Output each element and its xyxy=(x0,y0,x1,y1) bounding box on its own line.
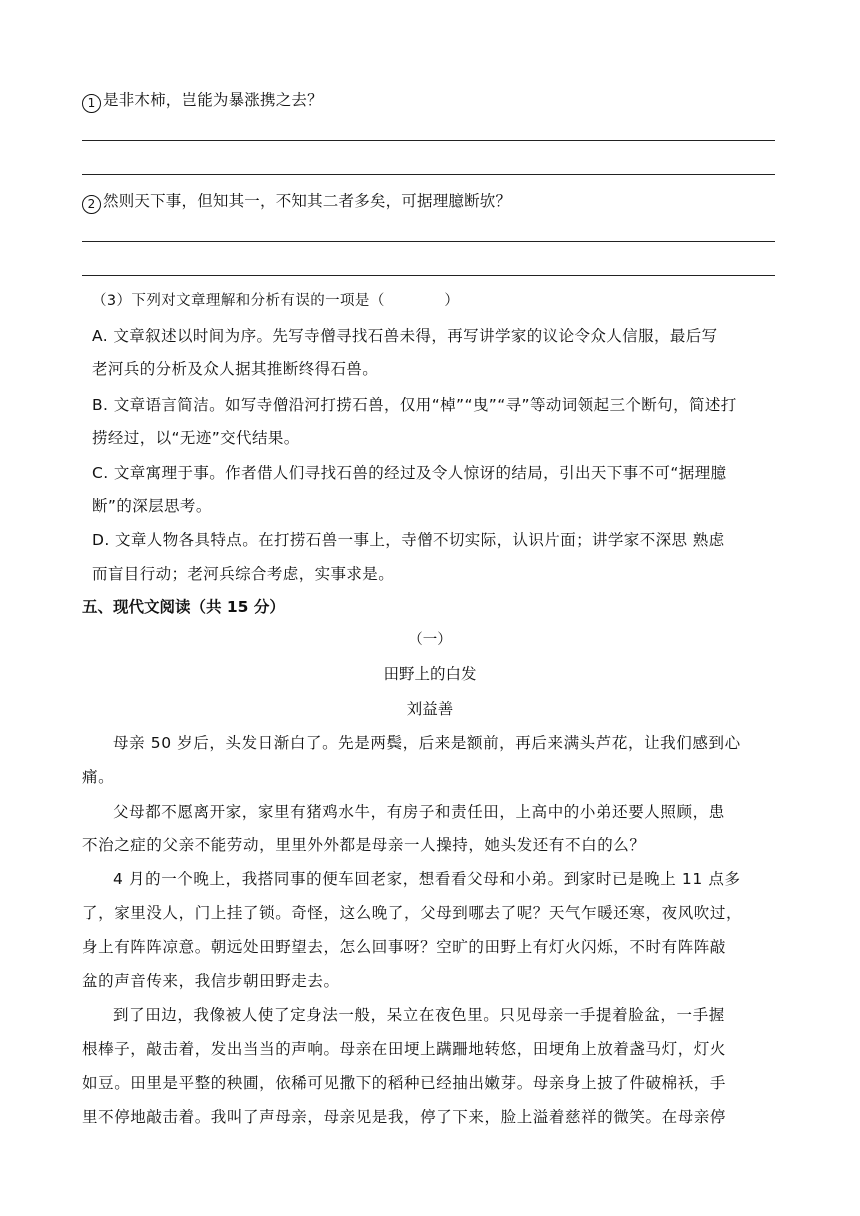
answer-line xyxy=(82,174,775,175)
paragraph-line: 4 月的一个晚上，我搭同事的便车回老家，想看看父母和小弟。到家时已是晚上 11 点多 xyxy=(113,870,741,888)
q3-option-line: D. 文章人物各具特点。在打捞石兽一事上，寺僧不切实际，认识片面；讲学家不深思 熟虑 xyxy=(92,531,725,549)
q2-item-1 xyxy=(82,90,323,113)
q3-option-line: 断”的深层思考。 xyxy=(92,497,212,515)
paragraph-line: 痛。 xyxy=(82,768,115,786)
paragraph-line: 不治之症的父亲不能劳动，里里外外都是母亲一人操持，她头发还有不白的么？ xyxy=(82,836,646,854)
q2-item-text: 是非木柿，岂能为暴涨携之去？ xyxy=(103,91,323,109)
article-author: 刘益善 xyxy=(406,700,454,718)
paragraph-line: 如豆。田里是平整的秧圃，依稀可见撒下的稻种已经抽出嫩芽。母亲身上披了件破棉袄，手 xyxy=(82,1074,727,1092)
paragraph-line: 盆的声音传来，我信步朝田野走去。 xyxy=(82,972,340,990)
q3-option-line: C. 文章寓理于事。作者借人们寻找石兽的经过及令人惊讶的结局，引出天下事不可“据理臆 xyxy=(92,464,727,482)
q2-item-text: 然则天下事，但知其一，不知其二者多矣，可据理臆断欤？ xyxy=(103,192,512,210)
section-heading: 五、现代文阅读（共 15 分） xyxy=(82,598,285,616)
circled-number: 1 xyxy=(82,94,101,113)
q3-option-line: 而盲目行动；老河兵综合考虑，实事求是。 xyxy=(92,565,395,583)
paragraph-line: 母亲 50 岁后，头发日渐白了。先是两鬓，后来是额前，再后来满头芦花，让我们感到心 xyxy=(113,734,741,752)
q3-option-line: B. 文章语言简洁。如写寺僧沿河打捞石兽，仅用“棹”“曳”“寻”等动词领起三个断句，简述打 xyxy=(92,396,737,414)
paragraph-line: 根棒子，敲击着，发出当当的声响。母亲在田埂上蹒跚地转悠，田埂角上放着盏马灯，灯火 xyxy=(82,1040,727,1058)
q2-item-2 xyxy=(82,191,511,214)
article-title: 田野上的白发 xyxy=(383,665,477,683)
answer-line xyxy=(82,140,775,141)
q3-stem: （3）下列对文章理解和分析有误的一项是（ ） xyxy=(92,293,460,309)
paragraph-line: 到了田边，我像被人使了定身法一般，呆立在夜色里。只见母亲一手提着脸盆，一手握 xyxy=(113,1006,725,1024)
q3-option-line: A. 文章叙述以时间为序。先写寺僧寻找石兽未得，再写讲学家的议论令众人信服，最后写 xyxy=(92,327,718,345)
circled-number: 2 xyxy=(82,195,101,214)
answer-line xyxy=(82,275,775,276)
paragraph-line: 身上有阵阵凉意。朝远处田野望去，怎么回事呀？空旷的田野上有灯火闪烁，不时有阵阵敲 xyxy=(82,938,727,956)
paragraph-line: 里不停地敲击着。我叫了声母亲，母亲见是我，停了下来，脸上溢着慈祥的微笑。在母亲停 xyxy=(82,1108,727,1126)
q3-option-line: 老河兵的分析及众人据其推断终得石兽。 xyxy=(92,360,379,378)
paragraph-line: 父母都不愿离开家，家里有猪鸡水牛，有房子和责任田，上高中的小弟还要人照顾，患 xyxy=(113,803,725,821)
paragraph-line: 了，家里没人，门上挂了锁。奇怪，这么晚了，父母到哪去了呢？天气乍暖还寒，夜风吹过， xyxy=(82,904,743,922)
q3-option-line: 捞经过，以“无迹”交代结果。 xyxy=(92,429,300,447)
answer-line xyxy=(82,241,775,242)
part-label: （一） xyxy=(408,632,452,648)
